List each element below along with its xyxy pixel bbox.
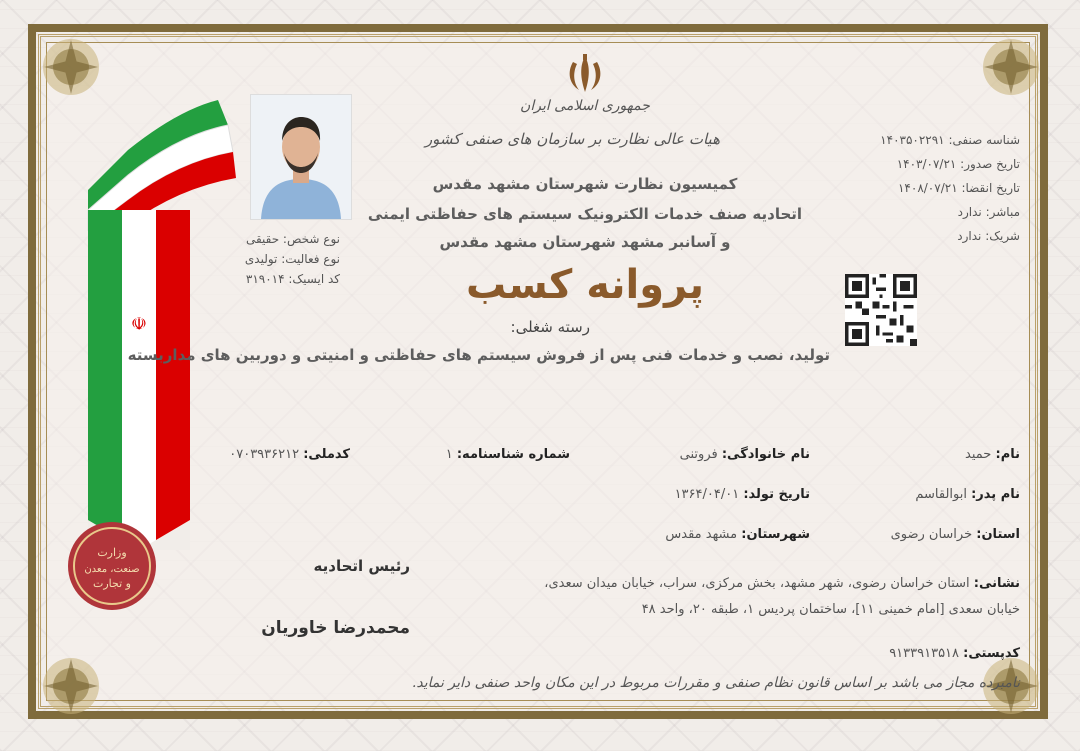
postal-code-label: کدپستی: [963, 646, 1020, 661]
guild-id: شناسه صنفی: ۱۴۰۳۵۰۲۲۹۱ [880, 133, 1020, 147]
national-code-field [180, 447, 350, 462]
header-line1: جمهوری اسلامی ایران [520, 98, 650, 114]
city-value: مشهد مقدس [665, 527, 738, 542]
person-type: نوع شخص: حقیقی [245, 232, 340, 246]
postal-code-value: ۹۱۳۳۹۱۳۵۱۸ [889, 646, 960, 661]
id-number-field [400, 447, 570, 462]
first-name-field [830, 447, 1020, 462]
iran-emblem-icon [565, 52, 605, 96]
father-name-value: ابوالقاسم [915, 487, 967, 502]
person-photo [250, 94, 352, 220]
address-value: استان خراسان رضوی، شهر مشهد، بخش مرکزی، سراب، خیابان میدان سعدی، [544, 576, 970, 591]
address-line2: خیابان سعدی [امام خمینی ۱۱]، ساختمان پردیس ۱، طبقه ۲۰، واحد ۴۸ [641, 602, 1020, 617]
province-field [830, 527, 1020, 542]
union-title-line2: و آسانبر مشهد شهرستان مشهد مقدس [439, 233, 731, 251]
id-number-value: ۱ [445, 447, 453, 462]
city-label: شهرستان: [741, 527, 810, 542]
footer-note: نامبرده مجاز می باشد بر اساس قانون نظام صنفی و مقررات مربوط در این مکان واحد صنفی دایر نماید. [411, 675, 1020, 691]
province-label: استان: [976, 527, 1020, 542]
province-value: خراسان رضوی [890, 527, 973, 542]
id-number-label: شماره شناسنامه: [456, 447, 570, 462]
last-name-value: فروتنی [679, 447, 718, 462]
postal-code-field [770, 646, 1020, 661]
national-code-value: ۰۷۰۳۹۳۶۲۱۲ [229, 447, 300, 462]
isic-code: کد ایسیک: ۳۱۹۰۱۴ [245, 272, 340, 286]
ministry-seal-icon [66, 520, 158, 612]
address-label: نشانی: [973, 576, 1020, 591]
father-name-label: نام پدر: [971, 487, 1020, 502]
occupation-label: رسته شغلی: [510, 318, 590, 336]
address-line1 [460, 576, 1020, 591]
operator: مباشر: ندارد [957, 205, 1020, 219]
header-line2: هیات عالی نظارت بر سازمان های صنفی کشور [424, 130, 720, 148]
flag-ribbon-icon [68, 80, 268, 550]
document-title: پروانه کسب [466, 262, 704, 308]
corner-ornament-icon [976, 32, 1046, 102]
signature-role: رئیس اتحادیه [313, 557, 410, 575]
svg-text:☫: ☫ [130, 314, 148, 335]
commission-title: کمیسیون نظارت شهرستان مشهد مقدس [432, 175, 738, 193]
seal-text: صنعت، معدن [84, 564, 140, 575]
national-code-label: کدملی: [303, 447, 350, 462]
first-name-label: نام: [995, 447, 1020, 462]
last-name-label: نام خانوادگی: [721, 447, 810, 462]
issue-date: تاریخ صدور: ۱۴۰۳/۰۷/۲۱ [896, 157, 1020, 171]
corner-ornament-icon [36, 651, 106, 721]
birth-date-value: ۱۳۶۴/۰۴/۰۱ [674, 487, 740, 502]
birth-date-field [590, 487, 810, 502]
birth-date-label: تاریخ تولد: [743, 487, 810, 502]
father-name-field [830, 487, 1020, 502]
seal-text: و تجارت [93, 577, 131, 590]
partner: شریک: ندارد [957, 229, 1020, 243]
activity-type: نوع فعالیت: تولیدی [244, 252, 340, 266]
city-field [590, 527, 810, 542]
union-title-line1: اتحادیه صنف خدمات الکترونیک سیستم های حفاظتی ایمنی [367, 205, 803, 223]
signature-name: محمدرضا خاوریان [261, 618, 410, 638]
person-avatar-icon [251, 95, 351, 219]
first-name-value: حمید [965, 447, 992, 462]
seal-text: وزارت [97, 546, 127, 559]
expiry-date: تاریخ انقضا: ۱۴۰۸/۰۷/۲۱ [897, 181, 1020, 195]
last-name-field [590, 447, 810, 462]
qr-code-icon [845, 274, 917, 346]
occupation-value: تولید، نصب و خدمات فنی پس از فروش سیستم های حفاظتی و امنیتی و دوربین های مداربسته [127, 346, 830, 364]
